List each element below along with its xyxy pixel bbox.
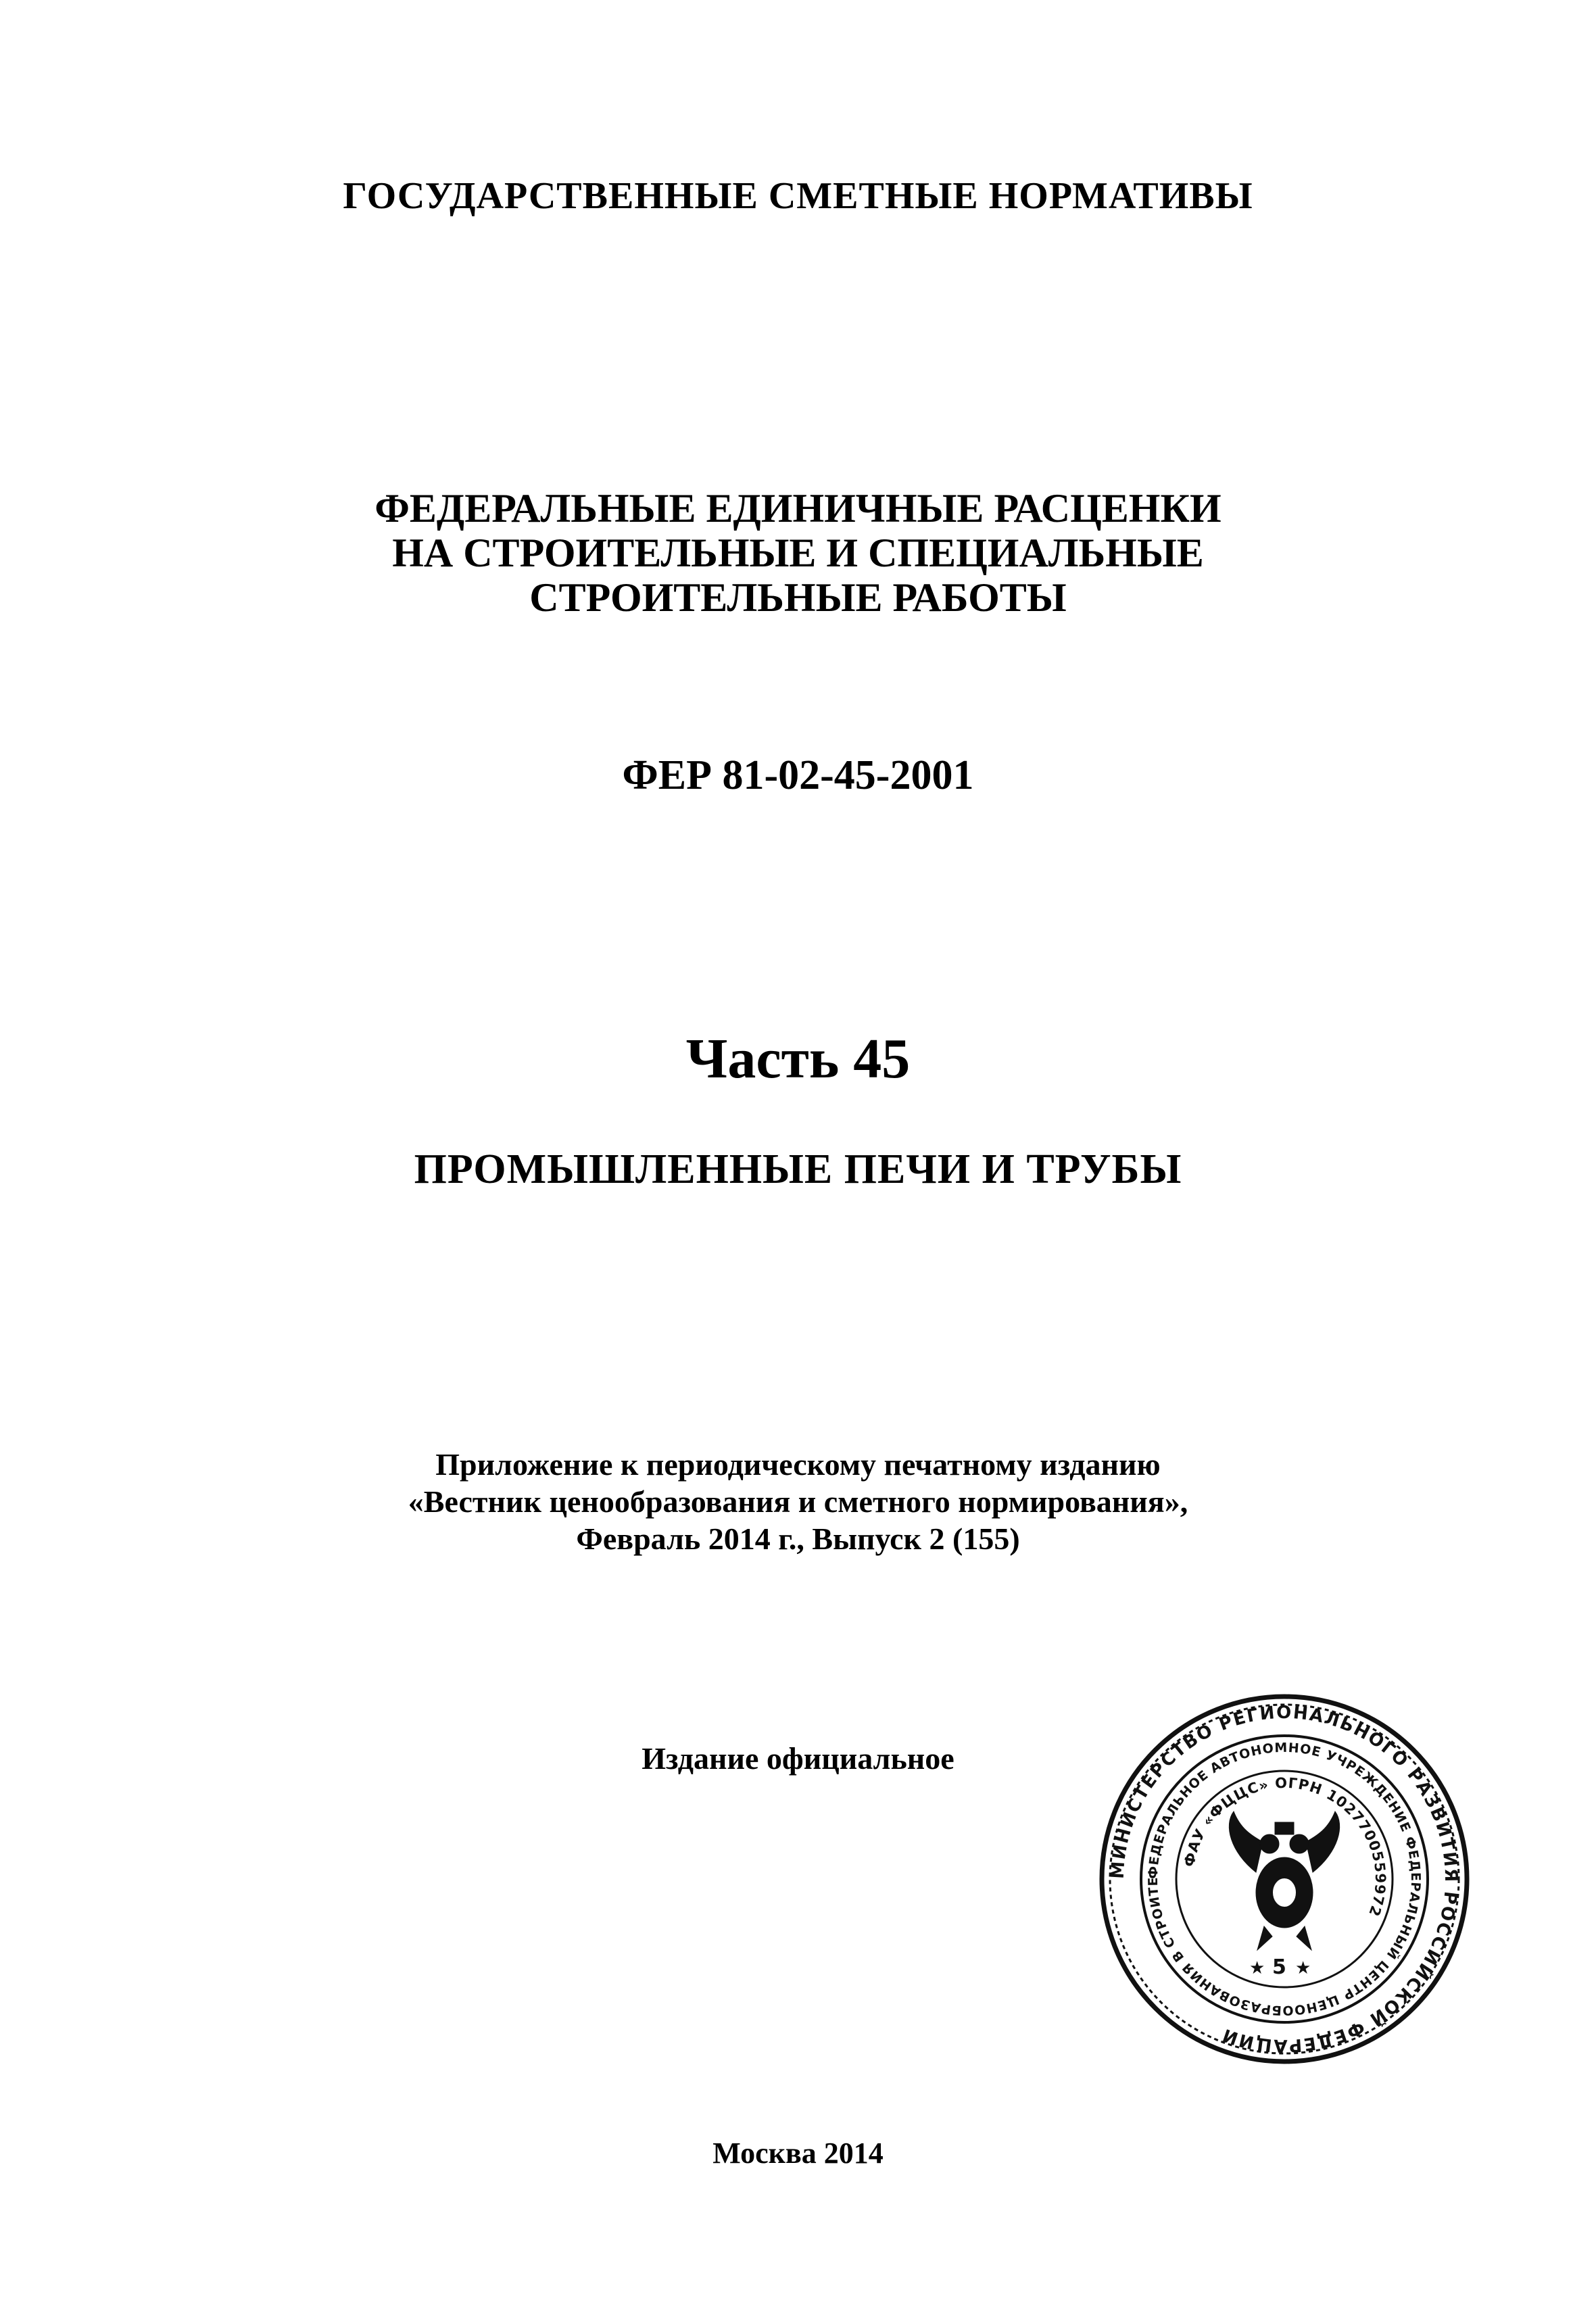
- appendix-line-2: «Вестник ценообразования и сметного нормирования»,: [408, 1484, 1188, 1519]
- appendix-line-3: Февраль 2014 г., Выпуск 2 (155): [576, 1521, 1020, 1556]
- svg-text:МИНИСТЕРСТВО РЕГИОНАЛЬНОГО РАЗ: МИНИСТЕРСТВО РЕГИОНАЛЬНОГО РАЗВИТИЯ РОССИЙСКОЙ ФЕДЕРАЦИИ: [1107, 1702, 1461, 2056]
- document-code: ФЕР 81-02-45-2001: [622, 752, 974, 798]
- svg-text:ФЕДЕРАЛЬНОЕ АВТОНОМНОЕ УЧРЕЖДЕ: ФЕДЕРАЛЬНОЕ АВТОНОМНОЕ УЧРЕЖДЕНИЕ ФЕДЕРАЛЬНЫЙ ЦЕНТР ЦЕНООБРАЗОВАНИЯ В СТРОИТЕ: [1145, 1740, 1424, 2018]
- svg-text:ФАУ «ФЦЦС» ОГРН 1027700559972: ФАУ «ФЦЦС» ОГРН 1027700559972: [1181, 1774, 1389, 1919]
- edition-note: Издание официальное: [642, 1741, 954, 1776]
- seal-star-left: ★: [1249, 1958, 1265, 1978]
- part-number: Часть 45: [685, 1027, 911, 1090]
- seal-graphic: [1095, 1690, 1474, 2068]
- title-line-1: ФЕДЕРАЛЬНЫЕ ЕДИНИЧНЫЕ РАСЦЕНКИ: [374, 486, 1222, 531]
- document-header: ГОСУДАРСТВЕННЫЕ СМЕТНЫЕ НОРМАТИВЫ: [343, 175, 1253, 217]
- title-line-2: НА СТРОИТЕЛЬНЫЕ И СПЕЦИАЛЬНЫЕ: [392, 531, 1204, 575]
- title-line-3: СТРОИТЕЛЬНЫЕ РАБОТЫ: [529, 575, 1067, 620]
- appendix-line-1: Приложение к периодическому печатному изданию: [435, 1447, 1161, 1482]
- city-year: Москва 2014: [712, 2137, 884, 2170]
- eagle-emblem-icon: [1229, 1811, 1339, 1950]
- seal-star-right: ★: [1295, 1958, 1311, 1978]
- part-subject: ПРОМЫШЛЕННЫЕ ПЕЧИ И ТРУБЫ: [414, 1146, 1182, 1192]
- official-seal: [1095, 1690, 1474, 2068]
- seal-number: 5: [1272, 1955, 1286, 1979]
